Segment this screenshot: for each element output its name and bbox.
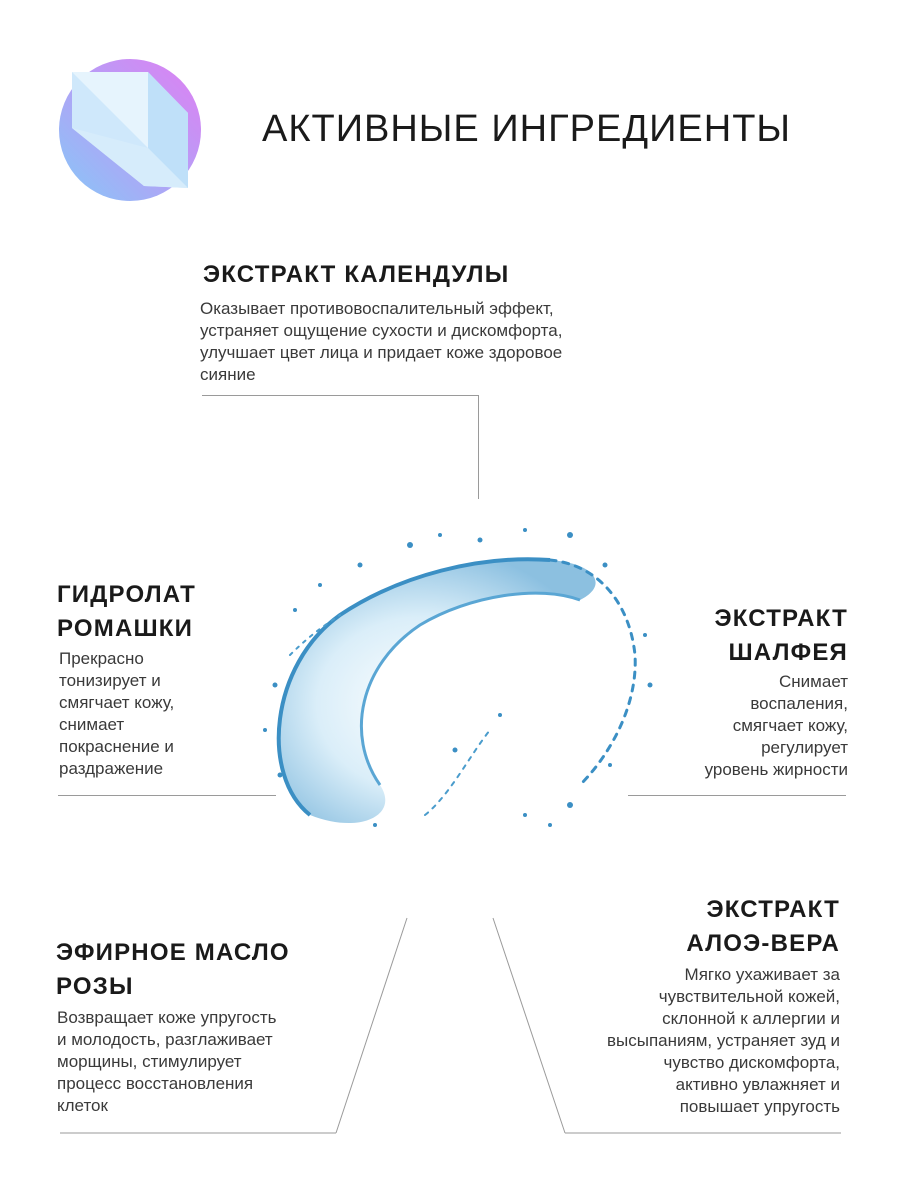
ingredient-desc-rose: Возвращает коже упругость и молодость, разглаживает морщины, стимулирует процесс восстановления клеток — [57, 1008, 277, 1115]
ingredient-title-aloe: ЭКСТРАКТ АЛОЭ-ВЕРА — [686, 896, 840, 957]
page-title: АКТИВНЫЕ ИНГРЕДИЕНТЫ — [262, 108, 792, 150]
ingredient-desc-aloe: Мягко ухаживает за чувствительной кожей, склонной к аллергии и высыпаниям, устраняет зуд и чувство дискомфорта, активно увлажняет и повышает упругость — [606, 965, 840, 1116]
ingredient-title-rose: ЭФИРНОЕ МАСЛО РОЗЫ — [56, 939, 290, 1000]
ingredient-desc-chamomile: Прекрасно тонизирует и смягчает кожу, снимает покраснение и раздражение — [59, 649, 175, 778]
ingredient-title-sage: ЭКСТРАКТ ШАЛФЕЯ — [714, 605, 848, 666]
ingredient-desc-calendula: Оказывает противовоспалительный эффект, устраняет ощущение сухости и дискомфорта, улучшает цвет лица и придает коже здоровое сияние — [200, 299, 563, 384]
ingredient-title-chamomile: ГИДРОЛАТ РОМАШКИ — [57, 581, 196, 642]
ingredient-desc-sage: Снимает воспаления, смягчает кожу, регулирует уровень жирности — [704, 672, 848, 779]
ingredient-title-calendula: ЭКСТРАКТ КАЛЕНДУЛЫ — [203, 261, 510, 288]
